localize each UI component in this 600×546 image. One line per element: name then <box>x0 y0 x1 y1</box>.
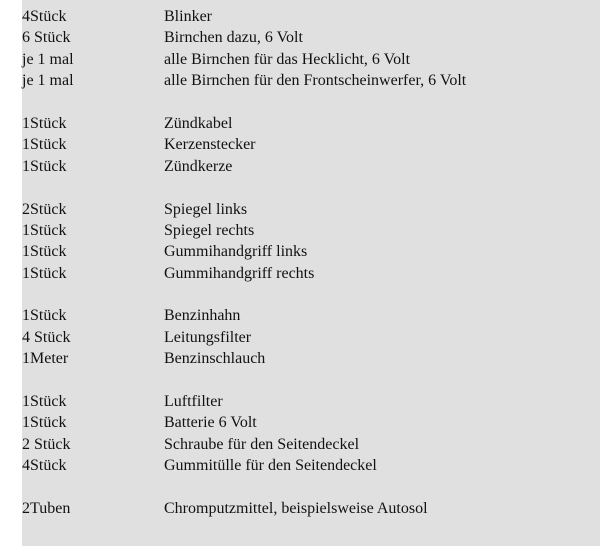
item-description: Schraube für den Seitendeckel <box>164 435 360 453</box>
quantity: 1Stück <box>22 221 67 239</box>
quantity: 1Meter <box>22 350 69 368</box>
quantity: 1Stück <box>22 114 67 132</box>
list-item <box>22 348 600 369</box>
list-item <box>22 134 600 155</box>
list-item <box>22 241 600 262</box>
item-description: Blinker <box>164 8 212 25</box>
list-item <box>22 70 600 91</box>
item-description: Benzinhahn <box>164 307 241 325</box>
item-description: Spiegel links <box>164 200 248 218</box>
list-item <box>22 27 600 48</box>
document-page <box>22 0 600 546</box>
item-description: Gummitülle für den Seitendeckel <box>164 457 377 475</box>
parts-list <box>22 6 600 519</box>
quantity: 1Stück <box>22 243 67 261</box>
quantity: 4 Stück <box>22 328 71 346</box>
quantity: 1Stück <box>22 414 67 432</box>
quantity: 1Stück <box>22 264 67 282</box>
quantity: 2Tuben <box>22 499 71 517</box>
item-description: Leitungsfilter <box>164 328 252 346</box>
list-item <box>22 156 600 177</box>
list-item <box>22 391 600 412</box>
list-item <box>22 434 600 455</box>
item-description: Benzinschlauch <box>164 350 266 368</box>
item-description: Gummihandgriff links <box>164 243 308 261</box>
item-description: Zündkerze <box>164 157 233 175</box>
item-description: Spiegel rechts <box>164 221 255 239</box>
quantity: je 1 mal <box>22 72 74 90</box>
list-item <box>22 6 600 27</box>
item-description: Kerzenstecker <box>164 136 256 154</box>
item-description: alle Birnchen für den Frontscheinwerfer, 6 Volt <box>164 72 467 90</box>
group-spacer <box>22 477 600 498</box>
group-spacer <box>22 92 600 113</box>
item-description: Zündkabel <box>164 114 233 132</box>
list-item <box>22 199 600 220</box>
list-item <box>22 498 600 519</box>
quantity: 1Stück <box>22 307 67 325</box>
list-item <box>22 113 600 134</box>
list-item <box>22 49 600 70</box>
item-description: Chromputzmittel, beispielsweise Autosol <box>164 499 428 517</box>
group-spacer <box>22 177 600 198</box>
group-spacer <box>22 284 600 305</box>
quantity: 6 Stück <box>22 29 71 47</box>
quantity: 1Stück <box>22 136 67 154</box>
group-spacer <box>22 370 600 391</box>
item-description: Luftfilter <box>164 393 223 411</box>
quantity: je 1 mal <box>22 50 74 68</box>
list-item <box>22 327 600 348</box>
list-item <box>22 220 600 241</box>
quantity: 2 Stück <box>22 435 71 453</box>
list-item <box>22 305 600 326</box>
list-item <box>22 412 600 433</box>
item-description: Birnchen dazu, 6 Volt <box>164 29 303 47</box>
quantity: 2Stück <box>22 200 67 218</box>
list-item <box>22 455 600 476</box>
quantity: 1Stück <box>22 157 67 175</box>
quantity: 4Stück <box>22 8 67 25</box>
quantity: 4Stück <box>22 457 67 475</box>
item-description: alle Birnchen für das Hecklicht, 6 Volt <box>164 50 411 68</box>
list-item <box>22 263 600 284</box>
item-description: Batterie 6 Volt <box>164 414 257 432</box>
quantity: 1Stück <box>22 393 67 411</box>
item-description: Gummihandgriff rechts <box>164 264 315 282</box>
